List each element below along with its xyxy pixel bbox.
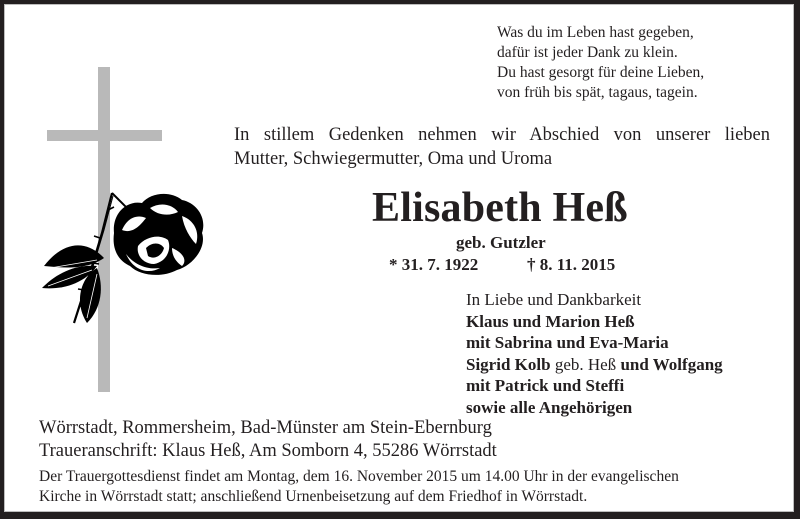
cross-icon-horizontal-beam	[47, 130, 162, 141]
deceased-name: Elisabeth Heß	[372, 185, 628, 231]
towns-line: Wörrstadt, Rommersheim, Bad-Münster am Stein-Ebernburg	[39, 418, 492, 438]
poem-line: Was du im Leben hast gegeben,	[497, 24, 694, 41]
intro-line-1: In stillem Gedenken nehmen wir Abschied von unserer lieben	[234, 125, 770, 145]
mourner-partner: und Wolfgang	[620, 354, 723, 374]
poem-line: von früh bis spät, tagaus, tagein.	[497, 84, 698, 101]
birth-date: * 31. 7. 1922	[389, 255, 479, 274]
mourners-heading: In Liebe und Dankbarkeit	[466, 290, 642, 309]
intro-line-2: Mutter, Schwiegermutter, Oma und Uroma	[234, 149, 553, 169]
mourner-line: mit Sabrina und Eva-Maria	[466, 333, 669, 352]
poem-line: dafür ist jeder Dank zu klein.	[497, 44, 678, 61]
mourner-line: sowie alle Angehörigen	[466, 397, 633, 417]
mourner-line: Klaus und Marion Heß	[466, 311, 635, 331]
death-date: † 8. 11. 2015	[527, 255, 616, 274]
mourning-address: Traueranschrift: Klaus Heß, Am Somborn 4, 55286 Wörrstadt	[39, 441, 497, 461]
mourner-name: Sigrid Kolb	[466, 354, 551, 374]
poem-line: Du hast gesorgt für deine Lieben,	[497, 64, 705, 81]
places-block	[39, 417, 497, 463]
service-line-2: Kirche in Wörrstadt statt; anschließend Urnenbeisetzung auf dem Friedhof in Wörrstadt.	[39, 487, 588, 505]
mourners-list	[466, 289, 723, 418]
service-line-1: Der Trauergottesdienst findet am Montag, dem 16. November 2015 um 14.00 Uhr in der evangelischen	[39, 468, 679, 485]
intro-text	[234, 123, 770, 171]
memorial-poem	[497, 23, 704, 103]
service-info	[39, 467, 679, 506]
mourner-line	[466, 354, 723, 376]
obituary-notice	[4, 4, 794, 512]
mourner-maiden-name: geb. Heß	[550, 354, 621, 374]
maiden-name: geb. Gutzler	[456, 233, 546, 252]
rose-icon	[42, 178, 212, 328]
mourner-line: mit Patrick und Steffi	[466, 376, 625, 395]
